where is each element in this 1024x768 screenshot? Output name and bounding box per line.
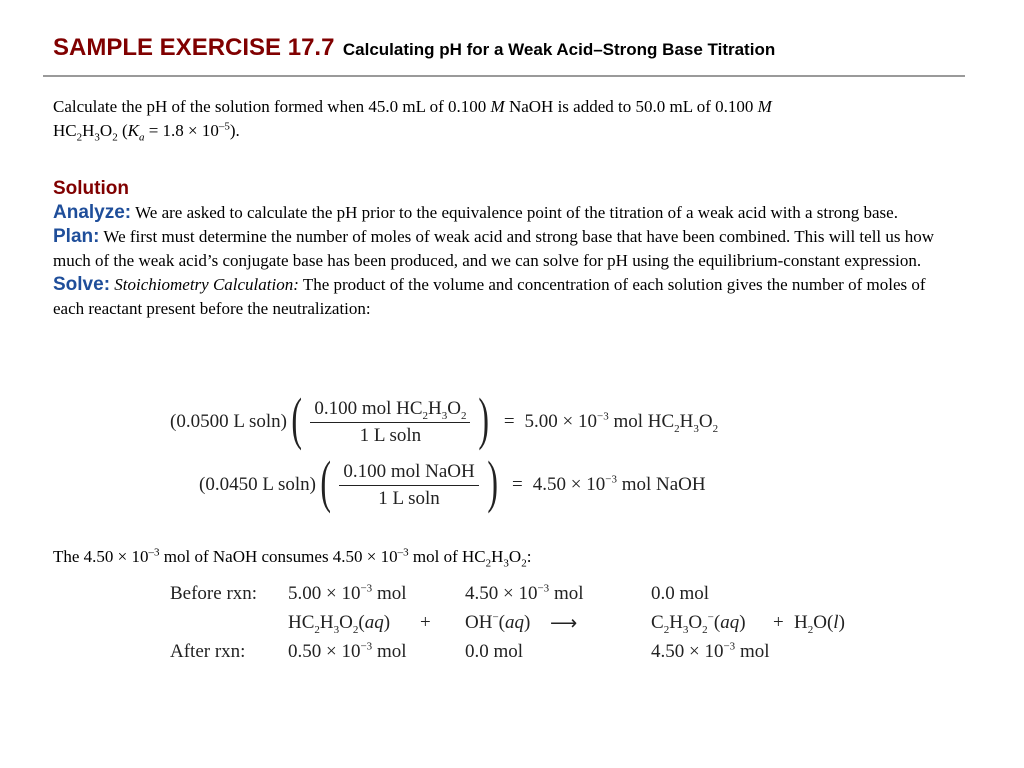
solve-paragraph: Solve: Stoichiometry Calculation: The product of the volume and concentration of each solution gives the number of moles of each reactant present before the neutralization: xyxy=(53,274,926,318)
equation-base-moles: (0.0450 L soln) ( $\frac{\text{0.100 mol NaOH}}{\text{1 L soln}}$ ) = $4.50 \times 10^{-3}$ mol NaOH xyxy=(199,449,706,514)
page-title xyxy=(53,34,775,62)
equation-acid-moles: (0.0500 L soln) ( $\frac{0.100 mol HC_2H_3O_2}{\text{1 L soln}}$ ) = $5.00 \times 10^{-3}$ mol $HC_2H_3O_2$ xyxy=(170,386,719,451)
reaction-arrow: ⟶ xyxy=(550,613,578,634)
exercise-subtitle: Calculating pH for a Weak Acid–Strong Base Titration xyxy=(342,40,776,59)
solution-section xyxy=(53,177,958,321)
plan-paragraph: Plan: We first must determine the number of moles of weak acid and strong base that have been combined. This will tell us how much of the weak acid’s conjugate base has been produced, and we can solve for pH using the equilibrium-constant expression. xyxy=(53,226,935,270)
title-divider xyxy=(43,75,965,77)
problem-statement: Calculate the pH of the solution formed when 45.0 mL of 0.100 M NaOH is added to 50.0 mL of 0.100 M $HC_2H_3O_2$ $(K_a = 1.8 \times 10^{-5})$. xyxy=(53,97,772,144)
solution-heading: Solution xyxy=(53,178,129,199)
analyze-paragraph: Analyze: We are asked to calculate the pH prior to the equivalence point of the titration of a weak acid with a strong base. xyxy=(53,202,898,223)
exercise-number: SAMPLE EXERCISE 17.7 xyxy=(53,34,335,61)
consumption-statement: The $4.50 \times 10^{-3}$ mol of NaOH consumes $4.50 \times 10^{-3}$ mol of $HC_2H_3O_2$: xyxy=(53,546,532,570)
